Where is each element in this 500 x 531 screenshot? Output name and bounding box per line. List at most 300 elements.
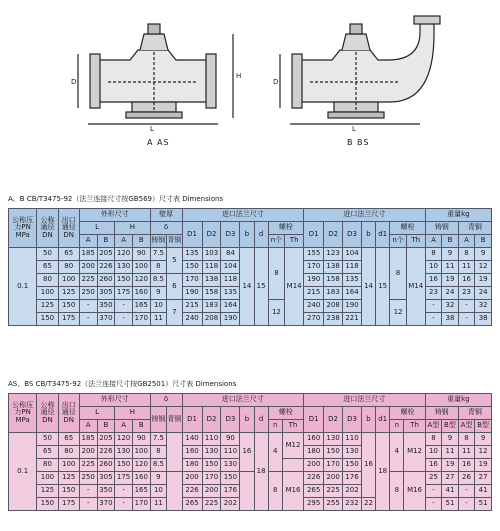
t2-h-bolt: 螺栓 [268, 407, 303, 420]
t2-h-H: H [115, 407, 150, 420]
t2-h-ob: b [361, 407, 375, 433]
table2-cell: 205 [97, 433, 115, 446]
table1-cell: 120 [115, 248, 133, 261]
t1-h-A2: A [115, 235, 133, 248]
table1-cell: 226 [97, 261, 115, 274]
table2-cell: 18 [376, 433, 390, 511]
table2-cell: 180 [304, 446, 324, 459]
t2-h-outer: 外形尺寸 [79, 394, 150, 407]
t2-h-wB2: B型 [475, 420, 492, 433]
table-row [9, 248, 492, 261]
table2-cell: - [79, 498, 97, 511]
table1-dimensions [8, 208, 492, 326]
t2-h-oD2: D2 [324, 407, 343, 433]
table1-cell: 15 [376, 248, 390, 326]
table2-cell: 41 [475, 485, 492, 498]
table1-cell: 8.5 [150, 274, 167, 287]
t2-h-D3: D3 [221, 407, 240, 433]
table2-cell: 27 [442, 472, 459, 485]
table1-cell: M14 [406, 248, 425, 326]
table1-cell: 138 [202, 274, 221, 287]
table1-cell: 183 [324, 287, 343, 300]
table1-cell: 104 [343, 248, 362, 261]
table1-cell: 208 [202, 313, 221, 326]
t2-h-oD3: D3 [343, 407, 362, 433]
t1-h-obolt: 螺栓 [390, 222, 425, 235]
t1-h-A1: A [79, 235, 97, 248]
table2-cell: 160 [182, 446, 202, 459]
t1-h-weight: 重量kg [425, 209, 491, 222]
table2-cell: 10 [425, 446, 442, 459]
table2-cell: 130 [343, 446, 362, 459]
table2-cell: 19 [442, 459, 459, 472]
table2-cell: 130 [202, 446, 221, 459]
table2-cell: 140 [182, 433, 202, 446]
table2-cell: 130 [324, 433, 343, 446]
t2-h-wbronze: 青铜 [458, 407, 491, 420]
t1-h-bronze: 青铜 [167, 235, 182, 248]
t1-h-B2: B [132, 235, 150, 248]
table1-cell: 158 [324, 274, 343, 287]
svg-text:L: L [150, 125, 154, 132]
table2-cell: 150 [324, 446, 343, 459]
t1-h-B1: B [97, 235, 115, 248]
t2-h-b: b [240, 407, 254, 433]
table2-cell: 226 [97, 446, 115, 459]
t1-h-d: d [254, 222, 268, 248]
table2-cell: 8.5 [150, 459, 167, 472]
table1-cell: 250 [79, 287, 97, 300]
table2-cell: 176 [221, 485, 240, 498]
t1-h-wB2: B [475, 235, 492, 248]
table2-cell: 370 [97, 498, 115, 511]
table2-cell: 226 [304, 472, 324, 485]
t1-h-D2: D2 [202, 222, 221, 248]
table1-cell: 208 [324, 300, 343, 313]
table1-cell: 138 [324, 261, 343, 274]
table2-cell: 150 [221, 472, 240, 485]
table1-cell: 370 [97, 313, 115, 326]
t2-h-wall: δ [150, 394, 182, 407]
table1-cell: 240 [182, 313, 202, 326]
t1-h-bolt: 螺栓 [268, 222, 303, 235]
table1-cell: 12 [390, 300, 407, 326]
table2-cell: 9 [150, 472, 167, 485]
table1-cell: - [458, 313, 475, 326]
table2-cell: 10 [150, 485, 167, 498]
table2-cell: 160 [304, 433, 324, 446]
table1-cell: 65 [58, 248, 79, 261]
table2-cell: - [425, 485, 442, 498]
table2-cell: 150 [343, 459, 362, 472]
table1-cell: 175 [58, 313, 79, 326]
table1-cell: 350 [97, 300, 115, 313]
table1-cell: 150 [115, 274, 133, 287]
table2-cell: 8 [425, 433, 442, 446]
table1-cell: 90 [132, 248, 150, 261]
table2-cell: - [458, 498, 475, 511]
t2-h-on: n [390, 420, 404, 433]
table1-cell: 14 [361, 248, 375, 326]
table1-cell: 24 [442, 287, 459, 300]
table1-cell: - [79, 313, 97, 326]
table2-cell: 4 [390, 433, 404, 472]
table1-cell: 158 [202, 287, 221, 300]
table1-cell: 118 [343, 261, 362, 274]
table1-cell: 125 [58, 287, 79, 300]
figure-b-label: B BS [347, 138, 370, 147]
table1-cell: 65 [37, 261, 58, 274]
table2-cell: 165 [132, 485, 150, 498]
table1-cell: - [425, 313, 442, 326]
t2-h-bronze: 青铜 [167, 407, 182, 433]
table2-cell: 8 [458, 433, 475, 446]
table1-cell: 14 [240, 248, 254, 326]
t1-h-n: n个 [268, 235, 285, 248]
table2-cell: 150 [115, 459, 133, 472]
table1-cell: - [115, 300, 133, 313]
table1-cell: 15 [254, 248, 268, 326]
t1-h-cast: 铸钢 [150, 235, 167, 248]
table1-cell: 38 [442, 313, 459, 326]
table1-cell: 19 [442, 274, 459, 287]
table2-cell: 100 [37, 472, 58, 485]
table1-cell: 150 [182, 261, 202, 274]
table1-cell: 135 [182, 248, 202, 261]
t1-h-L: L [79, 222, 114, 235]
t2-h-d: d [254, 407, 268, 433]
figure-b-drawing [270, 12, 450, 132]
table1-cell: 9 [442, 248, 459, 261]
table2-cell: 295 [304, 498, 324, 511]
table2-cell: 150 [37, 498, 58, 511]
table2-cell: 51 [475, 498, 492, 511]
table1-cell: 7.5 [150, 248, 167, 261]
table2-cell: 150 [58, 485, 79, 498]
table1-cell: 23 [425, 287, 442, 300]
table2-cell: 130 [221, 459, 240, 472]
table1-cell: 240 [304, 300, 324, 313]
t2-h-L: L [79, 407, 114, 420]
table2-cell: 41 [442, 485, 459, 498]
table1-cell: 190 [221, 313, 240, 326]
table2-cell: 150 [202, 459, 221, 472]
table1-cell: 160 [132, 287, 150, 300]
table2-cell: 176 [343, 472, 362, 485]
t1-h-D1: D1 [182, 222, 202, 248]
t1-h-oTh: Th [406, 235, 425, 248]
table2-cell: 202 [221, 498, 240, 511]
table2-cell: 7.5 [150, 433, 167, 446]
table2-cell: 200 [202, 485, 221, 498]
table2-cell: 100 [58, 459, 79, 472]
table1-cell: 125 [37, 300, 58, 313]
table2-cell: 16 [240, 433, 254, 472]
t1-h-wall: 壁厚 [150, 209, 182, 222]
table2-cell: 27 [475, 472, 492, 485]
table2-cell: M12 [282, 433, 303, 459]
table1-cell: 164 [343, 287, 362, 300]
table2-cell: 200 [304, 459, 324, 472]
table2-cell: 16 [458, 459, 475, 472]
table2-cell: 232 [343, 498, 362, 511]
t2-h-outlet: 进口法兰尺寸 [304, 394, 426, 407]
table1-cell: 260 [97, 274, 115, 287]
table2-cell [282, 459, 303, 472]
table1-cell: 118 [202, 261, 221, 274]
t1-h-Th: Th [285, 235, 304, 248]
table2-cell: 50 [37, 433, 58, 446]
table2-cell: 16 [425, 459, 442, 472]
t2-h-D1: D1 [182, 407, 202, 433]
table-row [9, 433, 492, 446]
t2-h-pn: 公称压力PN MPa [9, 394, 37, 433]
t1-h-wB1: B [442, 235, 459, 248]
table1-cell: 8 [150, 261, 167, 274]
table2-cell: 8 [390, 472, 404, 511]
table2-cell: 170 [202, 472, 221, 485]
table2-cell: 110 [202, 433, 221, 446]
table1-cell: 100 [58, 274, 79, 287]
t1-h-od1: d1 [376, 222, 390, 248]
table2-cell: 200 [79, 446, 97, 459]
t1-h-inlet: 进口法兰尺寸 [182, 209, 304, 222]
table2-cell: 170 [324, 459, 343, 472]
table2-cell: 200 [182, 472, 202, 485]
t2-h-wA1: A型 [425, 420, 442, 433]
table1-cell: 16 [458, 274, 475, 287]
table1-cell: 221 [343, 313, 362, 326]
table1-cell: 215 [182, 300, 202, 313]
table1-cell: 104 [221, 261, 240, 274]
t2-h-inlet: 进口法兰尺寸 [182, 394, 304, 407]
table2-cell: 100 [132, 446, 150, 459]
t2-h-wB1: B型 [442, 420, 459, 433]
table2-cell: 265 [182, 498, 202, 511]
table1-cell: 305 [97, 287, 115, 300]
table2-cell: 8 [268, 472, 282, 511]
table2-cell: 226 [182, 485, 202, 498]
table2-cell: 170 [132, 498, 150, 511]
table1-cell: 8 [425, 248, 442, 261]
table2-cell [167, 433, 182, 472]
t1-h-outer: 外形尺寸 [79, 209, 150, 222]
table1-cell: 118 [221, 274, 240, 287]
t2-h-od1: d1 [376, 407, 390, 433]
svg-text:D: D [71, 78, 77, 86]
t2-h-dn-in: 公称通径DN [37, 394, 58, 433]
table2-cell: 265 [304, 485, 324, 498]
t1-h-outlet: 进口法兰尺寸 [304, 209, 426, 222]
table1-cell: 23 [458, 287, 475, 300]
t1-h-oD1: D1 [304, 222, 324, 248]
table2-cell: 185 [79, 433, 97, 446]
t1-h-wA2: A [458, 235, 475, 248]
t2-h-n: n [268, 420, 282, 433]
t2-h-oD1: D1 [304, 407, 324, 433]
t1-h-ob: b [361, 222, 375, 248]
table1-cell: 7 [167, 300, 182, 326]
table1-cell: 10 [425, 261, 442, 274]
table1-cell: 170 [304, 261, 324, 274]
table1-cell: 238 [324, 313, 343, 326]
table2-cell: 9 [475, 433, 492, 446]
t2-h-cast: 铸钢 [150, 407, 167, 433]
table2-cell: M16 [404, 472, 425, 511]
table2-cell: 12 [475, 446, 492, 459]
t2-h-oTh: Th [404, 420, 425, 433]
t1-h-dn-in: 公称通径DN [37, 209, 58, 248]
table2-cell: - [79, 485, 97, 498]
table1-cell: 32 [475, 300, 492, 313]
t2-h-A1: A [79, 420, 97, 433]
svg-text:L: L [352, 125, 356, 132]
table1-cell: - [458, 300, 475, 313]
table2-cell: 255 [324, 498, 343, 511]
table1-cell: 32 [442, 300, 459, 313]
t1-h-H: H [115, 222, 150, 235]
svg-text:D: D [273, 78, 279, 86]
table2-cell: 0.1 [9, 433, 37, 511]
table1-cell: 9 [475, 248, 492, 261]
table1-cell: 270 [304, 313, 324, 326]
t2-h-B2: B [132, 420, 150, 433]
table1-cell: 190 [182, 287, 202, 300]
table2-dimensions [8, 393, 492, 511]
table1-cell: - [79, 300, 97, 313]
table2-cell: 125 [37, 485, 58, 498]
table2-cell: 9 [442, 433, 459, 446]
table2-cell: 305 [97, 472, 115, 485]
table2-cell: 4 [268, 433, 282, 472]
table1-cell: 155 [304, 248, 324, 261]
table2-cell: 18 [254, 433, 268, 511]
t1-h-delta: δ [150, 222, 182, 235]
table2-cell: 225 [202, 498, 221, 511]
table1-cell: 24 [475, 287, 492, 300]
table-row [9, 472, 492, 485]
table1-cell: 100 [132, 261, 150, 274]
table1-cell: 205 [97, 248, 115, 261]
table1-cell: 38 [475, 313, 492, 326]
table2-cell [240, 472, 254, 511]
table1-cell: 19 [475, 274, 492, 287]
t1-h-b: b [240, 222, 254, 248]
table2-cell: M12 [404, 433, 425, 472]
table1-cell: 84 [221, 248, 240, 261]
table1-cell: 11 [150, 313, 167, 326]
t2-h-D2: D2 [202, 407, 221, 433]
table2-cell: 350 [97, 485, 115, 498]
table1-cell: 80 [58, 261, 79, 274]
table1-cell: 10 [150, 300, 167, 313]
table1-cell: 225 [79, 274, 97, 287]
t2-h-wcast: 铸钢 [425, 407, 458, 420]
table2-cell: 11 [442, 446, 459, 459]
table2-cell: 11 [458, 446, 475, 459]
t1-h-wA1: A [425, 235, 442, 248]
table2-cell: 22 [361, 498, 375, 511]
table1-cell: 164 [221, 300, 240, 313]
table1-cell: 80 [37, 274, 58, 287]
table2-cell: 8 [150, 446, 167, 459]
table2-cell: 110 [221, 446, 240, 459]
table2-cell: 200 [324, 472, 343, 485]
t1-h-D3: D3 [221, 222, 240, 248]
table1-cell: 50 [37, 248, 58, 261]
table1-cell: 8 [458, 248, 475, 261]
t1-h-oD3: D3 [343, 222, 362, 248]
t1-h-wcast: 铸钢 [425, 222, 458, 235]
t2-h-B1: B [97, 420, 115, 433]
table1-cell: 12 [475, 261, 492, 274]
table2-cell: 125 [58, 472, 79, 485]
table1-cell: 170 [182, 274, 202, 287]
table2-cell: 11 [150, 498, 167, 511]
table1-cell: - [425, 300, 442, 313]
table1-cell: 215 [304, 287, 324, 300]
table2-cell: 250 [79, 472, 97, 485]
table2-cell: 120 [132, 459, 150, 472]
table1-cell: 150 [58, 300, 79, 313]
table2-cell: 80 [58, 446, 79, 459]
table1-cell: 103 [202, 248, 221, 261]
table1-cell: 120 [132, 274, 150, 287]
table2-cell: 202 [343, 485, 362, 498]
table1-cell: 185 [79, 248, 97, 261]
table2-cell: 26 [458, 472, 475, 485]
table1-cell: 100 [37, 287, 58, 300]
t2-h-dn-out: 出口通径DN [58, 394, 79, 433]
table1-cell: M14 [285, 248, 304, 326]
table2-cell: 90 [221, 433, 240, 446]
table1-cell: - [115, 313, 133, 326]
table1-cell: 135 [343, 274, 362, 287]
table2-cell: 80 [37, 459, 58, 472]
table1-cell: 135 [221, 287, 240, 300]
table2-cell: - [115, 498, 133, 511]
table1-cell: 200 [79, 261, 97, 274]
table2-cell: 175 [58, 498, 79, 511]
table1-cell: 175 [115, 287, 133, 300]
t1-h-oD2: D2 [324, 222, 343, 248]
table2-cell: 260 [97, 459, 115, 472]
table2-cell [167, 472, 182, 511]
table2-title: AS、BS CB/T3475-92（法兰连接尺寸按GB2501）尺寸表 Dimensions [8, 380, 237, 388]
t1-h-dn-out: 出口通径DN [58, 209, 79, 248]
table1-title: A、B CB/T3475-92（法兰连接尺寸按GB569）尺寸表 Dimensions [8, 195, 224, 203]
table2-cell: 25 [425, 472, 442, 485]
t1-h-wbronze: 青铜 [458, 222, 491, 235]
t1-h-pn: 公称压力PN MPa [9, 209, 37, 248]
table2-cell: 160 [132, 472, 150, 485]
table2-cell: - [115, 485, 133, 498]
table2-cell: 16 [361, 433, 375, 498]
table1-cell: 16 [425, 274, 442, 287]
table1-cell: 6 [167, 274, 182, 300]
table1-cell: 12 [268, 300, 285, 326]
table2-cell: 225 [79, 459, 97, 472]
table2-cell: 90 [132, 433, 150, 446]
table2-cell: 120 [115, 433, 133, 446]
t2-h-weight: 重量kg [425, 394, 491, 407]
table2-cell: 175 [115, 472, 133, 485]
table1-cell: 170 [132, 313, 150, 326]
table1-cell: 5 [167, 248, 182, 274]
table1-cell: 11 [458, 261, 475, 274]
figure-a-label: A AS [147, 138, 170, 147]
table2-cell: M16 [282, 472, 303, 511]
